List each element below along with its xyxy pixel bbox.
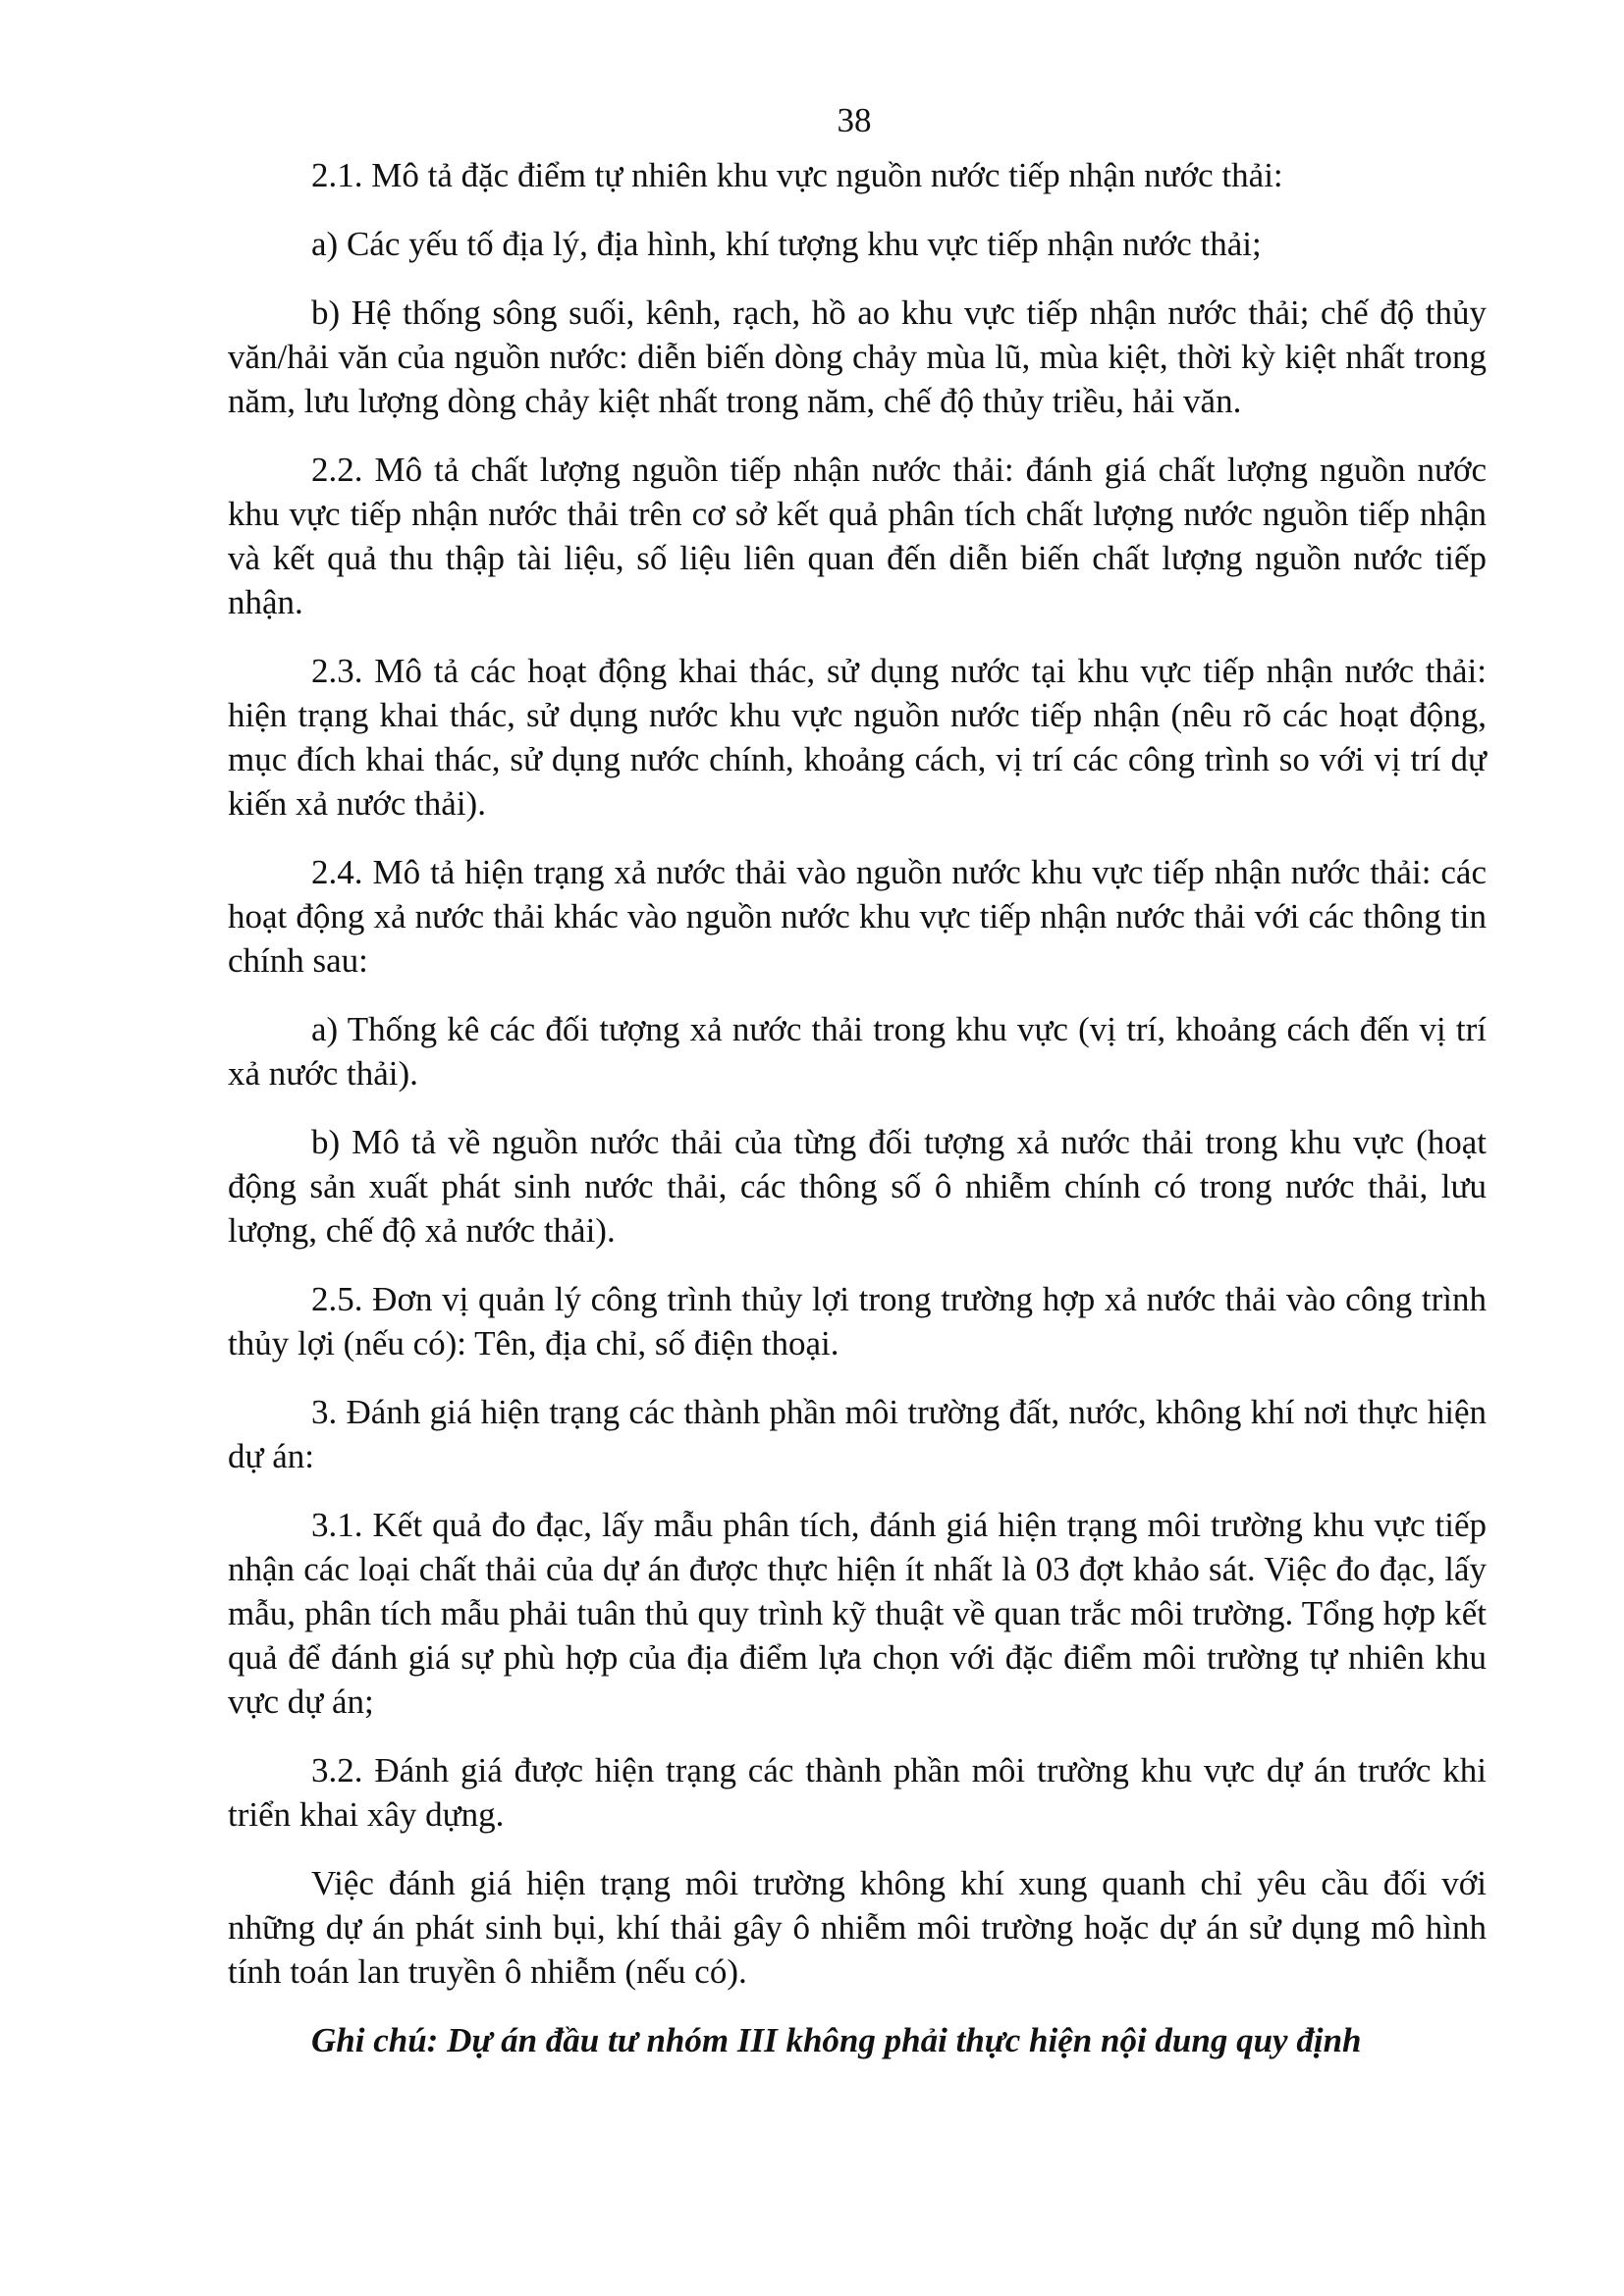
paragraph-2-1-b: b) Hệ thống sông suối, kênh, rạch, hồ ao khu vực tiếp nhận nước thải; chế độ thủy văn/hải văn của nguồn nước: diễn biến dòng chảy mùa lũ, mùa kiệt, thời kỳ kiệt nhất trong năm, lưu lượng dòng chảy kiệt nhất trong năm, chế độ thủy triều, hải văn. [228,294,1487,420]
paragraph-2-1-a: a) Các yếu tố địa lý, địa hình, khí tượng khu vực tiếp nhận nước thải; [311,225,1262,263]
paragraph-2-4: 2.4. Mô tả hiện trạng xả nước thải vào nguồn nước khu vực tiếp nhận nước thải: các hoạt động xả nước thải khác vào nguồn nước khu vực tiếp nhận nước thải với các thông tin chính sau: [228,853,1487,980]
paragraph-3-1: 3.1. Kết quả đo đạc, lấy mẫu phân tích, đánh giá hiện trạng môi trường khu vực tiếp nhận các loại chất thải của dự án được thực hiện ít nhất là 03 đợt khảo sát. Việc đo đạc, lấy mẫu, phân tích mẫu phải tuân thủ quy trình kỹ thuật về quan trắc môi trường. Tổng hợp kết quả để đánh giá sự phù hợp của địa điểm lựa chọn với đặc điểm môi trường tự nhiên khu vực dự án; [228,1506,1487,1721]
paragraph-2-3: 2.3. Mô tả các hoạt động khai thác, sử dụng nước tại khu vực tiếp nhận nước thải: hiện trạng khai thác, sử dụng nước khu vực nguồn nước tiếp nhận (nêu rõ các hoạt động, mục đích khai thác, sử dụng nước chính, khoảng cách, vị trí các công trình so với vị trí dự kiến xả nước thải). [228,652,1487,823]
paragraph-2-4-b: b) Mô tả về nguồn nước thải của từng đối tượng xả nước thải trong khu vực (hoạt động sản xuất phát sinh nước thải, các thông số ô nhiễm chính có trong nước thải, lưu lượng, chế độ xả nước thải). [228,1123,1487,1250]
note-paragraph: Ghi chú: Dự án đầu tư nhóm III không phải thực hiện nội dung quy định [311,2021,1362,2059]
paragraph-2-5: 2.5. Đơn vị quản lý công trình thủy lợi trong trường hợp xả nước thải vào công trình thủy lợi (nếu có): Tên, địa chỉ, số điện thoại. [228,1280,1487,1362]
page-number: 38 [837,101,872,139]
paragraph-air-quality: Việc đánh giá hiện trạng môi trường không khí xung quanh chỉ yêu cầu đối với những dự án phát sinh bụi, khí thải gây ô nhiễm môi trường hoặc dự án sử dụng mô hình tính toán lan truyền ô nhiễm (nếu có). [228,1864,1487,1991]
paragraph-2-2: 2.2. Mô tả chất lượng nguồn tiếp nhận nước thải: đánh giá chất lượng nguồn nước khu vực tiếp nhận nước thải trên cơ sở kết quả phân tích chất lượng nước nguồn tiếp nhận và kết quả thu thập tài liệu, số liệu liên quan đến diễn biến chất lượng nguồn nước tiếp nhận. [228,451,1487,621]
paragraph-3: 3. Đánh giá hiện trạng các thành phần môi trường đất, nước, không khí nơi thực hiện dự án: [228,1393,1487,1475]
body-text [228,153,1487,2087]
paragraph-2-1: 2.1. Mô tả đặc điểm tự nhiên khu vực nguồn nước tiếp nhận nước thải: [311,156,1283,194]
paragraph-3-2: 3.2. Đánh giá được hiện trạng các thành phần môi trường khu vực dự án trước khi triển khai xây dựng. [228,1751,1487,1834]
paragraph-2-4-a: a) Thống kê các đối tượng xả nước thải trong khu vực (vị trí, khoảng cách đến vị trí xả nước thải). [228,1010,1487,1093]
